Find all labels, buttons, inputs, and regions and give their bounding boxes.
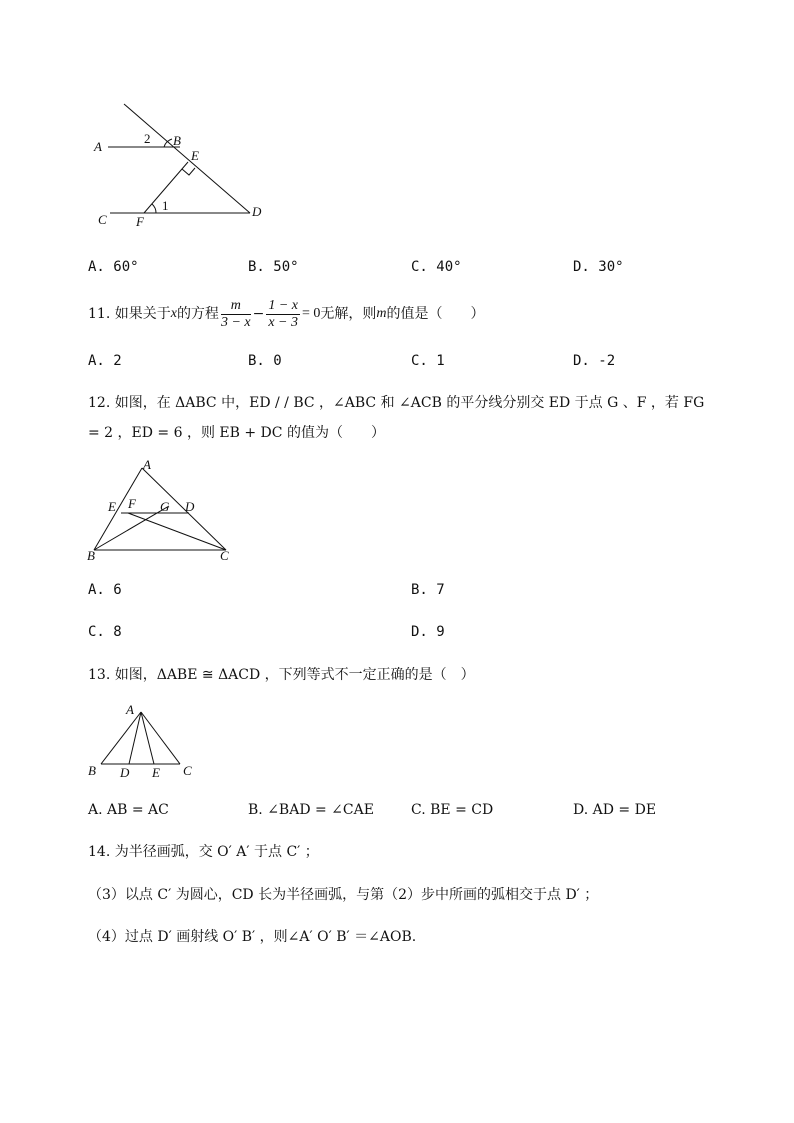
q13-question: 13. 如图，ΔABE ≅ ΔACD ，下列等式不一定正确的是（ ） [88,667,475,683]
line-bd-transversal [124,104,250,213]
label-1: 1 [162,198,169,213]
label-d: D [252,204,262,219]
label-a: A [143,457,151,472]
q14-line1: 14. 为半径画弧，交 O′ A′ 于点 C′ ； [88,844,319,860]
q12-option-b[interactable]: B. 7 [411,582,445,598]
q11-text-a: 如果关于 [114,306,171,322]
label-f: F [136,214,144,229]
q11-frac1-den: 3 − x [220,314,251,330]
q11-number: 11. [88,306,111,322]
q11-text-b: 的方程 [176,306,219,322]
q11-question [88,296,485,332]
q12-option-a[interactable]: A. 6 [88,582,122,598]
label-f: F [128,496,136,511]
label-a: A [126,702,134,717]
q12-option-d[interactable]: D. 9 [411,624,445,640]
q11-option-b[interactable]: B. 0 [248,353,282,369]
q12-question-line1: 12. 如图，在 ΔABC 中，ED / / BC ，∠ABC 和 ∠ACB 的平分线分别交 ED 于点 G 、F ，若 FG [88,395,705,411]
label-c: C [98,212,107,227]
q12-question-line2: = 2 ，ED = 6 ，则 EB + DC 的值为（ ） [88,425,385,441]
label-d: D [185,499,195,514]
q13-option-c[interactable]: C. BE = CD [411,802,494,818]
q11-option-c[interactable]: C. 1 [411,353,445,369]
label-d: D [120,765,130,780]
q11-text-c: 无解，则 [320,306,377,322]
label-b: B [173,133,181,148]
q13-option-b[interactable]: B. ∠BAD = ∠CAE [248,802,374,818]
q14-line2: （3）以点 C′ 为圆心，CD 长为半径画弧，与第（2）步中所画的弧相交于点 D′ ； [88,887,599,903]
side-ac [141,712,180,764]
label-b: B [88,763,96,778]
figure-q13 [84,700,204,784]
q10-option-a[interactable]: A. 60° [88,259,139,275]
q11-var-x: x [170,306,177,321]
q12-option-c[interactable]: C. 8 [88,624,122,640]
q14-line3: （4）过点 D′ 画射线 O′ B′ ，则∠A′ O′ B′ ＝∠AOB. [88,929,417,945]
label-g: G [160,499,170,514]
label-c: C [220,548,229,563]
q11-frac1-num: m [221,298,251,315]
q11-var-m: m [376,306,387,321]
label-c: C [183,763,192,778]
q11-frac2-den: x − 3 [268,314,299,330]
q11-eq-zero: = 0 [302,306,321,321]
figure-q12 [84,456,244,566]
q11-minus: − [252,306,265,322]
q10-option-c[interactable]: C. 40° [411,259,462,275]
label-b: B [87,548,95,563]
q11-option-d[interactable]: D. -2 [573,353,616,369]
figure-q10 [88,98,278,230]
label-2: 2 [144,131,151,146]
label-e: E [152,765,160,780]
bisector-cf [128,513,226,550]
q13-option-d[interactable]: D. AD = DE [573,802,657,818]
label-e: E [191,148,199,163]
label-e: E [108,499,116,514]
q11-fraction-1 [221,298,251,331]
q13-option-a[interactable]: A. AB = AC [88,802,169,818]
right-angle-mark [182,168,195,175]
q10-option-b[interactable]: B. 50° [248,259,299,275]
q11-text-d: 的值是（ ） [386,306,485,322]
q11-frac2-num: 1 − x [268,297,299,313]
q11-fraction-2 [266,298,300,331]
q10-option-d[interactable]: D. 30° [573,259,624,275]
angle-1-arc [152,204,156,213]
side-ac [142,468,226,550]
label-a: A [94,139,102,154]
q11-option-a[interactable]: A. 2 [88,353,122,369]
side-ae [141,712,154,764]
